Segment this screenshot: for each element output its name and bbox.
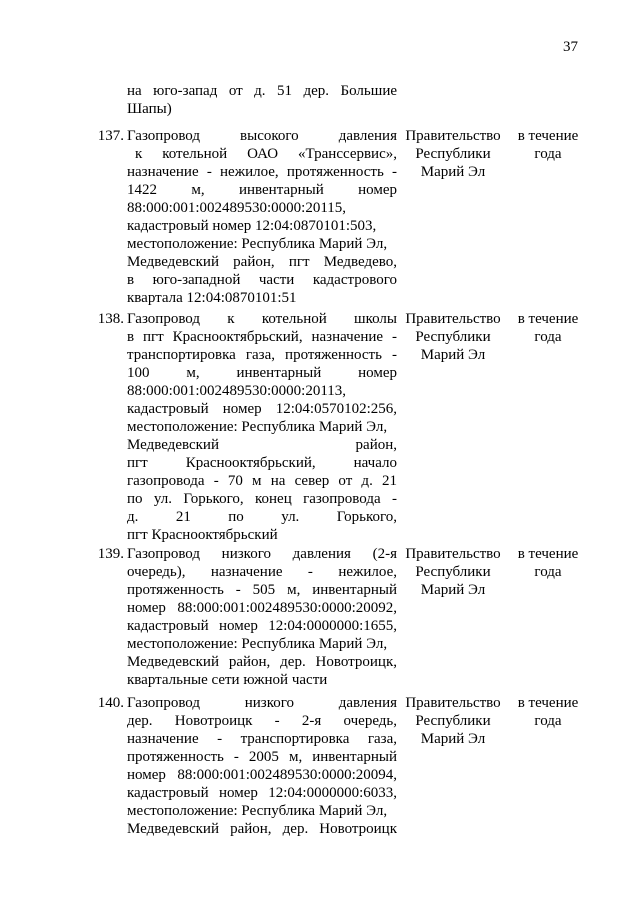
text-line: местоположение: Республика Марий Эл, bbox=[127, 636, 388, 652]
text-line: года bbox=[534, 713, 562, 729]
text-line: газопровода - 70 м на север от д. 21 bbox=[127, 473, 397, 489]
object-description bbox=[127, 310, 397, 544]
row-number: 139. bbox=[97, 546, 124, 562]
text-line: протяженность - 2005 м, инвентарный bbox=[127, 749, 397, 765]
text-line: Республики bbox=[415, 329, 491, 345]
text-line: кадастровый номер 12:04:0870101:503, bbox=[127, 218, 377, 234]
text-line: Республики bbox=[415, 564, 491, 580]
text-line: к котельной ОАО «Транссервис», bbox=[135, 146, 397, 162]
deadline bbox=[510, 127, 586, 163]
text-line: пгт Краснооктябрьский, начало bbox=[127, 455, 397, 471]
text-line: Марий Эл bbox=[420, 731, 486, 747]
row-number: 138. bbox=[97, 311, 124, 327]
row-number: 137. bbox=[97, 128, 124, 144]
text-line: 88:000:001:002489530:0000:20113, bbox=[127, 383, 347, 399]
text-line: Правительство bbox=[405, 128, 501, 144]
text-line: дер. Новотроицк - 2-я очередь, bbox=[127, 713, 397, 729]
responsible-party bbox=[405, 694, 501, 748]
page-number: 37 bbox=[563, 39, 578, 55]
text-line: кадастровый номер 12:04:0570102:256, bbox=[127, 401, 397, 417]
text-line: Правительство bbox=[405, 695, 501, 711]
text-line: по ул. Горького, конец газопровода - bbox=[127, 491, 397, 507]
responsible-party bbox=[405, 310, 501, 364]
deadline bbox=[510, 545, 586, 581]
text-line: в течение bbox=[517, 546, 579, 562]
deadline bbox=[510, 310, 586, 346]
text-line: Марий Эл bbox=[420, 164, 486, 180]
text-line: в течение bbox=[517, 128, 579, 144]
text-line: в течение bbox=[517, 695, 579, 711]
responsible-party bbox=[405, 127, 501, 181]
text-line: транспортировка газа, протяженность - bbox=[127, 347, 397, 363]
text-line: в пгт Краснооктябрьский, назначение - bbox=[127, 329, 397, 345]
text-line: Республики bbox=[415, 713, 491, 729]
continuation-text bbox=[127, 82, 397, 118]
text-line: Шапы) bbox=[127, 101, 172, 117]
text-line: квартальные сети южной части bbox=[127, 672, 328, 688]
text-line: года bbox=[534, 564, 562, 580]
text-line: назначение - нежилое, протяженность - bbox=[127, 164, 397, 180]
text-line: пгт Краснооктябрьский bbox=[127, 527, 278, 543]
object-description bbox=[127, 127, 397, 307]
text-line: Республики bbox=[415, 146, 491, 162]
text-line: номер 88:000:001:002489530:0000:20092, bbox=[127, 600, 397, 616]
text-line: Газопровод к котельной школы bbox=[127, 311, 397, 327]
text-line: Газопровод низкого давления bbox=[127, 695, 397, 711]
text-line: на юго-запад от д. 51 дер. Большие bbox=[127, 83, 397, 99]
text-line: протяженность - 505 м, инвентарный bbox=[127, 582, 397, 598]
text-line: года bbox=[534, 329, 562, 345]
text-line: номер 88:000:001:002489530:0000:20094, bbox=[127, 767, 397, 783]
object-description bbox=[127, 694, 397, 838]
object-description bbox=[127, 545, 397, 689]
row-number: 140. bbox=[97, 695, 124, 711]
text-line: кадастровый номер 12:04:0000000:6033, bbox=[127, 785, 397, 801]
text-line: Газопровод низкого давления (2-я bbox=[127, 546, 397, 562]
text-line: года bbox=[534, 146, 562, 162]
text-line: в течение bbox=[517, 311, 579, 327]
text-line: Газопровод высокого давления bbox=[127, 128, 397, 144]
text-line: Правительство bbox=[405, 546, 501, 562]
text-line: д. 21 по ул. Горького, bbox=[127, 509, 397, 525]
text-line: очередь), назначение - нежилое, bbox=[127, 564, 397, 580]
text-line: местоположение: Республика Марий Эл, bbox=[127, 419, 388, 435]
text-line: Медведевский район, пгт Медведево, bbox=[127, 254, 397, 270]
text-line: кадастровый номер 12:04:0000000:1655, bbox=[127, 618, 397, 634]
text-line: квартала 12:04:0870101:51 bbox=[127, 290, 297, 306]
text-line: местоположение: Республика Марий Эл, bbox=[127, 803, 388, 819]
text-line: в юго-западной части кадастрового bbox=[127, 272, 397, 288]
text-line: Медведевский район, дер. Новотроицк, bbox=[127, 654, 397, 670]
text-line: назначение - транспортировка газа, bbox=[127, 731, 397, 747]
text-line: местоположение: Республика Марий Эл, bbox=[127, 236, 388, 252]
text-line: Медведевский район, дер. Новотроицк bbox=[127, 821, 397, 837]
responsible-party bbox=[405, 545, 501, 599]
text-line: Медведевский район, bbox=[127, 437, 397, 453]
text-line: Правительство bbox=[405, 311, 501, 327]
text-line: 100 м, инвентарный номер bbox=[127, 365, 397, 381]
text-line: 1422 м, инвентарный номер bbox=[127, 182, 397, 198]
deadline bbox=[510, 694, 586, 730]
text-line: Марий Эл bbox=[420, 582, 486, 598]
text-line: Марий Эл bbox=[420, 347, 486, 363]
text-line: 88:000:001:002489530:0000:20115, bbox=[127, 200, 347, 216]
